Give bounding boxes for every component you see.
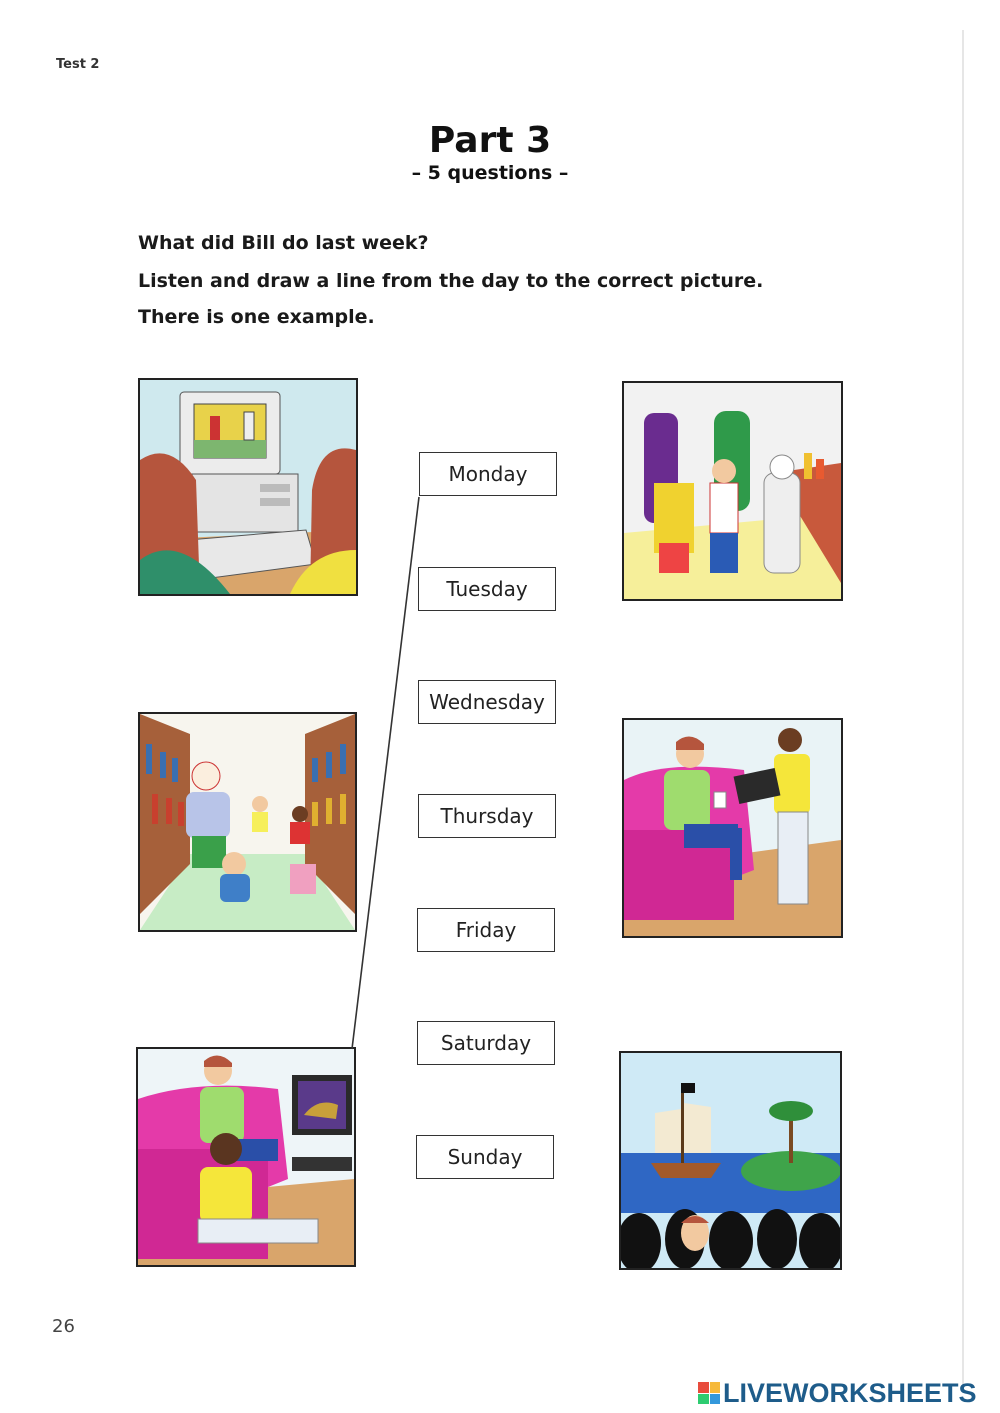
page-edge <box>962 30 964 1390</box>
picture-cinema-pirate[interactable] <box>619 1051 842 1270</box>
day-wednesday[interactable]: Wednesday <box>418 680 556 724</box>
liveworksheets-logo-icon <box>698 1382 720 1404</box>
picture-computer-game[interactable] <box>138 378 358 596</box>
cinema-pirate-illustration <box>621 1053 840 1268</box>
day-thursday[interactable]: Thursday <box>418 794 556 838</box>
tv-dinosaur-illustration <box>138 1049 354 1265</box>
day-friday[interactable]: Friday <box>417 908 555 952</box>
day-sunday[interactable]: Sunday <box>416 1135 554 1179</box>
logo-square-yellow <box>710 1382 721 1393</box>
picture-tv-dinosaur[interactable] <box>136 1047 356 1267</box>
page-title: Part 3 <box>428 120 552 161</box>
library-clown-illustration <box>140 714 355 930</box>
day-monday[interactable]: Monday <box>419 452 557 496</box>
costume-party-illustration <box>624 383 841 599</box>
page-number: 26 <box>52 1316 75 1337</box>
picture-library-clown[interactable] <box>138 712 357 932</box>
logo-square-blue <box>710 1394 721 1405</box>
day-saturday[interactable]: Saturday <box>417 1021 555 1065</box>
picture-costume-party[interactable] <box>622 381 843 601</box>
page-subtitle: – 5 questions – <box>411 162 569 184</box>
instruction-example: There is one example. <box>138 306 375 328</box>
sofa-book-illustration <box>624 720 841 936</box>
test-label: Test 2 <box>56 57 100 72</box>
instruction-task: Listen and draw a line from the day to the correct picture. <box>138 270 764 292</box>
picture-sofa-book[interactable] <box>622 718 843 938</box>
instruction-question: What did Bill do last week? <box>138 232 429 254</box>
brand-watermark[interactable] <box>698 1378 977 1408</box>
day-tuesday[interactable]: Tuesday <box>418 567 556 611</box>
brand-name: LIVEWORKSHEETS <box>723 1377 977 1408</box>
computer-game-illustration <box>140 380 356 594</box>
logo-square-red <box>698 1382 709 1393</box>
logo-square-green <box>698 1394 709 1405</box>
